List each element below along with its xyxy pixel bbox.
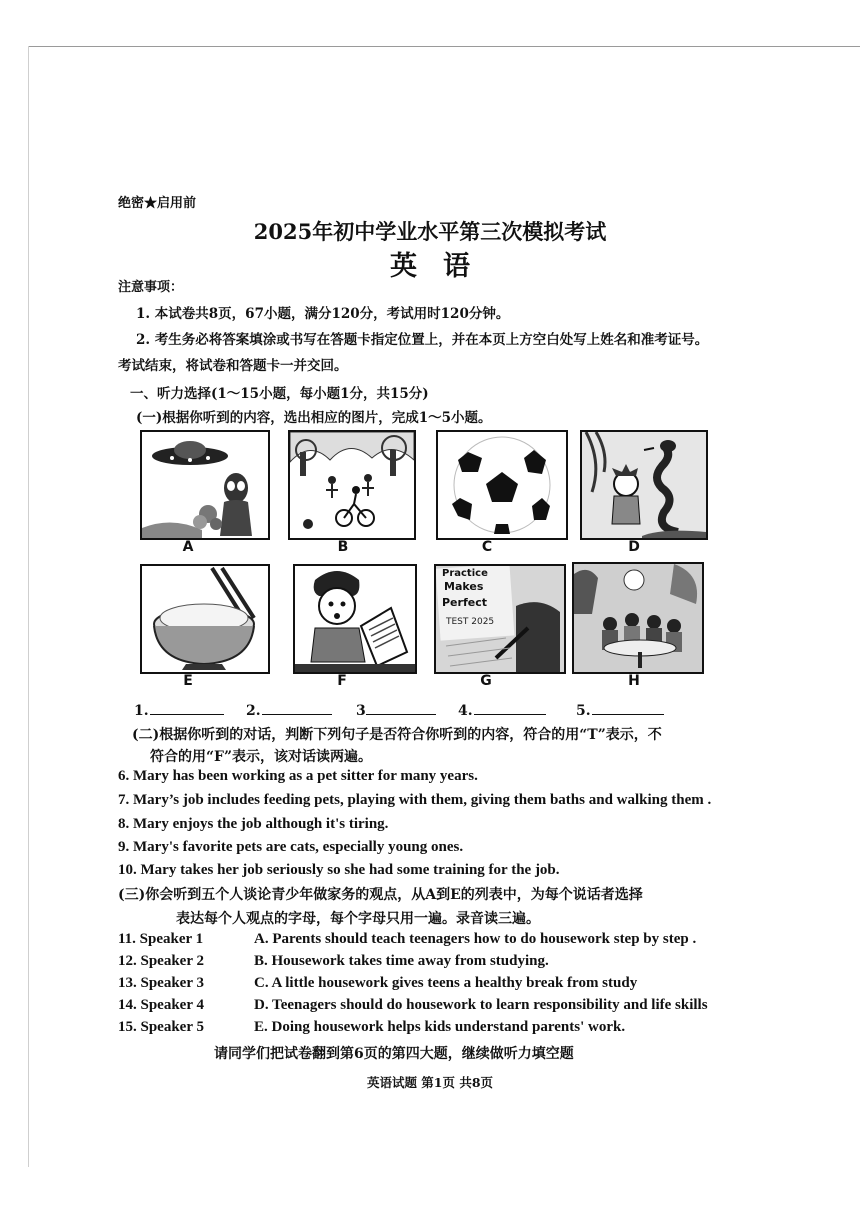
speaker-15: 15. Speaker 5 xyxy=(118,1019,204,1035)
statement-8: 8. Mary enjoys the job although it's tiring. xyxy=(118,816,389,832)
blank-label-5: 5. xyxy=(576,703,591,719)
picture-label-c: C xyxy=(481,539,493,555)
scan-border-top xyxy=(28,46,860,47)
statement-6: 6. Mary has been working as a pet sitter for many years. xyxy=(118,768,478,784)
part2-instruction-line1: (二)根据你听到的对话，判断下列句子是否符合你听到的内容，符合的用“T”表示，不 xyxy=(132,727,662,743)
answer-blank-4[interactable] xyxy=(474,714,546,715)
poster-text-4: TEST 2025 xyxy=(446,617,495,627)
option-d: D. Teenagers should do housework to learn responsibility and life skills xyxy=(254,997,708,1013)
option-e: E. Doing housework helps kids understand parents' work. xyxy=(254,1019,626,1035)
blank-label-4: 4. xyxy=(458,703,473,719)
poster-text-1: Practice xyxy=(442,568,488,579)
park-cycling-icon xyxy=(288,430,416,540)
answer-blank-2[interactable] xyxy=(262,714,332,715)
statement-10: 10. Mary takes her job seriously so she had some training for the job. xyxy=(118,862,560,878)
notice-item-1: 1. 本试卷共8页，67小题，满分120分，考试用时120分钟。 xyxy=(136,306,510,322)
answer-blank-1[interactable] xyxy=(150,714,224,715)
rice-bowl-chopsticks-icon xyxy=(140,564,270,674)
statement-9: 9. Mary's favorite pets are cats, especially young ones. xyxy=(118,839,464,855)
practice-makes-perfect-icon xyxy=(434,564,566,674)
notice-item-3: 考试结束，将试卷和答题卡一并交回。 xyxy=(118,358,348,374)
part3-instruction-line1: (三)你会听到五个人谈论青少年做家务的观点，从A到E的列表中，为每个说话者选择 xyxy=(118,887,643,903)
speaker-14: 14. Speaker 4 xyxy=(118,997,204,1013)
option-c: C. A little housework gives teens a healthy break from study xyxy=(254,975,638,991)
part3-instruction-line2: 表达每个人观点的字母，每个字母只用一遍。录音读三遍。 xyxy=(176,911,540,927)
scan-border-left xyxy=(28,46,29,1167)
ufo-alien-icon xyxy=(140,430,270,540)
speaker-12: 12. Speaker 2 xyxy=(118,953,204,969)
picture-label-f: F xyxy=(337,673,347,689)
statement-7: 7. Mary’s job includes feeding pets, playing with them, giving them baths and walking them . xyxy=(118,792,712,808)
picture-label-a: A xyxy=(182,539,194,555)
blank-label-3: 3 xyxy=(356,703,366,719)
poster-text-2: Makes xyxy=(444,580,484,593)
poster-text-3: Perfect xyxy=(442,596,487,609)
blank-label-1: 1. xyxy=(134,703,149,719)
picture-label-e: E xyxy=(183,673,193,689)
section1-title: 一、听力选择(1～15小题，每小题1分，共15分) xyxy=(130,386,429,402)
boy-reading-icon xyxy=(293,564,417,674)
boy-snake-icon xyxy=(580,430,708,540)
picture-label-h: H xyxy=(628,673,640,689)
answer-blank-3[interactable] xyxy=(366,714,436,715)
option-a: A. Parents should teach teenagers how to do housework step by step . xyxy=(254,931,697,947)
blank-label-2: 2. xyxy=(246,703,261,719)
exam-title: 2025年初中学业水平第三次模拟考试 xyxy=(253,219,607,244)
picture-label-d: D xyxy=(628,539,640,555)
family-dinner-moon-icon xyxy=(572,562,704,674)
picture-label-g: G xyxy=(480,673,492,689)
secret-mark: 绝密★启用前 xyxy=(118,196,197,211)
answer-blank-5[interactable] xyxy=(592,714,664,715)
speaker-11: 11. Speaker 1 xyxy=(118,931,204,947)
part1-instruction: (一)根据你听到的内容，选出相应的图片，完成1～5小题。 xyxy=(136,410,492,426)
soccer-ball-icon xyxy=(436,430,568,540)
part2-instruction-line2: 符合的用“F”表示，该对话读两遍。 xyxy=(150,749,373,765)
option-b: B. Housework takes time away from studying. xyxy=(254,953,549,969)
notice-heading: 注意事项： xyxy=(118,280,184,295)
notice-item-2: 2. 考生务必将答案填涂或书写在答题卡指定位置上，并在本页上方空白处写上姓名和准考证号。 xyxy=(136,332,709,348)
page-footer: 英语试题 第1页 共8页 xyxy=(366,1075,494,1090)
turn-page-instruction: 请同学们把试卷翻到第6页的第四大题，继续做听力填空题 xyxy=(214,1046,574,1062)
speaker-13: 13. Speaker 3 xyxy=(118,975,204,991)
picture-label-b: B xyxy=(337,539,349,555)
exam-subject: 英语 xyxy=(390,251,496,282)
